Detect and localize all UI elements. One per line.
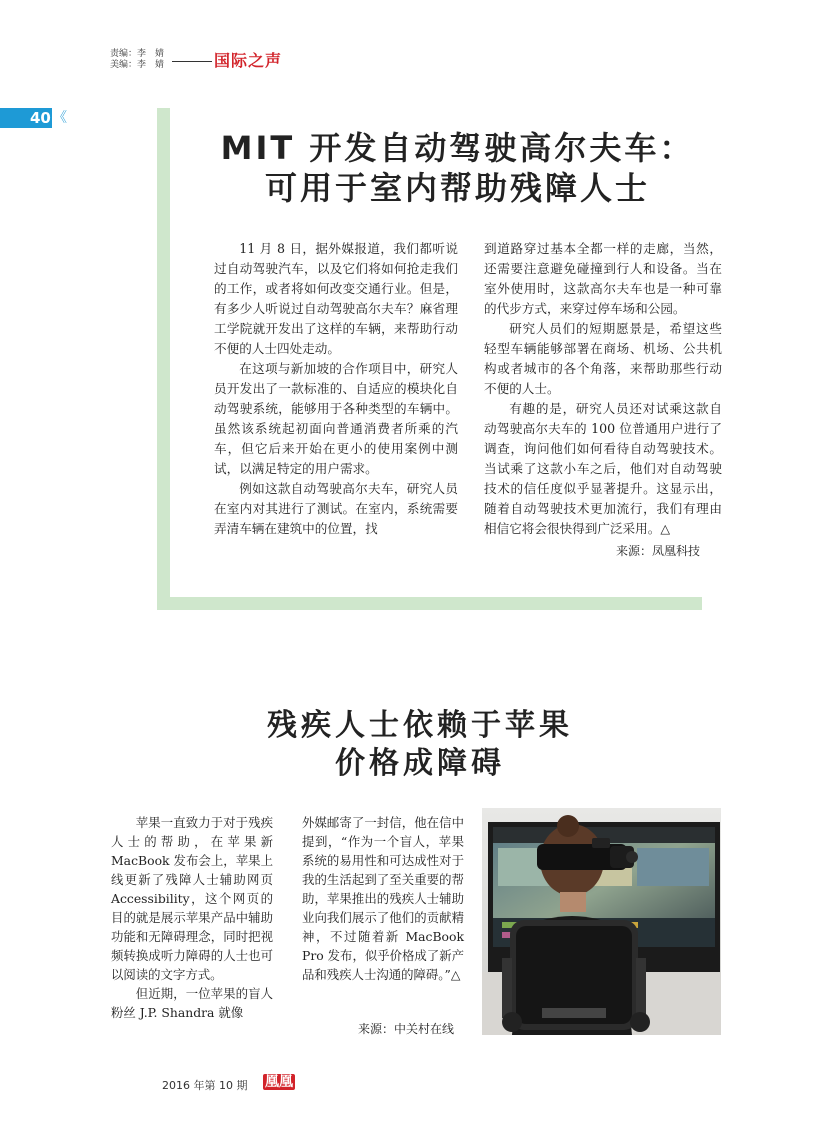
article2-column-2 xyxy=(302,813,464,984)
article2-title-line2: 价格成障碍 xyxy=(335,746,505,781)
article2-title xyxy=(160,707,680,783)
page-number: 40 xyxy=(30,109,51,127)
page-chevron: 《 xyxy=(53,110,67,126)
article2-column-1 xyxy=(111,813,273,1022)
article-frame-bottom xyxy=(157,597,702,610)
article1-paragraph: 例如这款自动驾驶高尔夫车，研究人员在室内对其进行了测试。在室内，系统需要弄清车辆在建筑中的位置，找 xyxy=(214,481,458,536)
article2-source: 来源：中关村在线 xyxy=(357,1022,454,1036)
article1-title xyxy=(170,128,745,208)
magazine-logo: 凰凰 xyxy=(265,1074,293,1090)
article1-paragraph: 11 月 8 日，据外媒报道，我们都听说过自动驾驶汽车，以及它们将如何抢走我们的工作，或者将如何改变交通行业。但是，有多少人听说过自动驾驶高尔夫车？麻省理工学院就开发出了这样的车辆，来帮助行动不便的人士四处走动。 xyxy=(214,241,458,356)
designer-line: 美编：李 婧 xyxy=(110,60,165,70)
article2-paragraph-continued: 外媒邮寄了一封信，他在信中提到，“作为一个盲人，苹果系统的易用性和可达成性对于我的生活起到了至关重要的帮助，苹果推出的残疾人士辅助业向我们展示了他们的贡献精神，不过随着新 MacBook Pro 发布，似乎价格成了新产品和残疾人士沟通的障碍。”△ xyxy=(302,815,464,982)
article-frame-left xyxy=(157,108,170,610)
header-rule xyxy=(172,61,212,62)
article1-source: 来源：凤凰科技 xyxy=(615,544,700,558)
article1-paragraph: 有趣的是，研究人员还对试乘这款自动驾驶高尔夫车的 100 位普通用户进行了调查，询问他们如何看待自动驾驶技术。当试乘了这款小车之后，他们对自动驾驶技术的信任度似乎显著提升。这显示出，随着自动驾驶技术更加流行，我们有理由相信它将会很快得到广泛采用。△ xyxy=(484,401,722,536)
article1-paragraph: 研究人员们的短期愿景是，希望这些轻型车辆能够部署在商场、机场、公共机构或者城市的各个角落，来帮助那些行动不便的人士。 xyxy=(484,321,722,396)
article1-title-line1: MIT 开发自动驾驶高尔夫车： xyxy=(220,129,695,167)
issue-label: 2016 年第 10 期 xyxy=(162,1079,248,1092)
article1-paragraph-continued: 到道路穿过基本全都一样的走廊，当然，还需要注意避免碰撞到行人和设备。当在室外使用时，这款高尔夫车也是一种可靠的代步方式，来穿过停车场和公园。 xyxy=(484,241,722,316)
editor-credits xyxy=(110,49,164,71)
vr-wheelchair-photo xyxy=(482,808,721,1035)
section-title: 国际之声 xyxy=(214,51,283,70)
article2-title-line1: 残疾人士依赖于苹果 xyxy=(267,708,573,743)
article2-paragraph: 苹果一直致力于对于残疾人士的帮助，在苹果新 MacBook 发布会上，苹果上线更新了残障人士辅助网页 Accessibility，这个网页的目的就是展示苹果产品中辅助功能和无障碍理念，同时把视频转换成听力障碍的人士也可以阅读的文字方式。 xyxy=(111,815,273,982)
article1-column-1 xyxy=(214,239,458,539)
article1-column-2 xyxy=(484,239,722,539)
article1-title-line2: 可用于室内帮助残障人士 xyxy=(264,169,650,207)
editor-line: 责编：李 婧 xyxy=(110,49,165,59)
article1-paragraph: 在这项与新加坡的合作项目中，研究人员开发出了一款标准的、自适应的模块化自动驾驶系统，能够用于各种类型的车辆中。虽然该系统起初面向普通消费者所乘的汽车，但它后来开始在更小的使用案例中测试，以满足特定的用户需求。 xyxy=(214,361,458,476)
article2-paragraph: 但近期，一位苹果的盲人粉丝 J.P. Shandra 就像 xyxy=(111,986,273,1020)
